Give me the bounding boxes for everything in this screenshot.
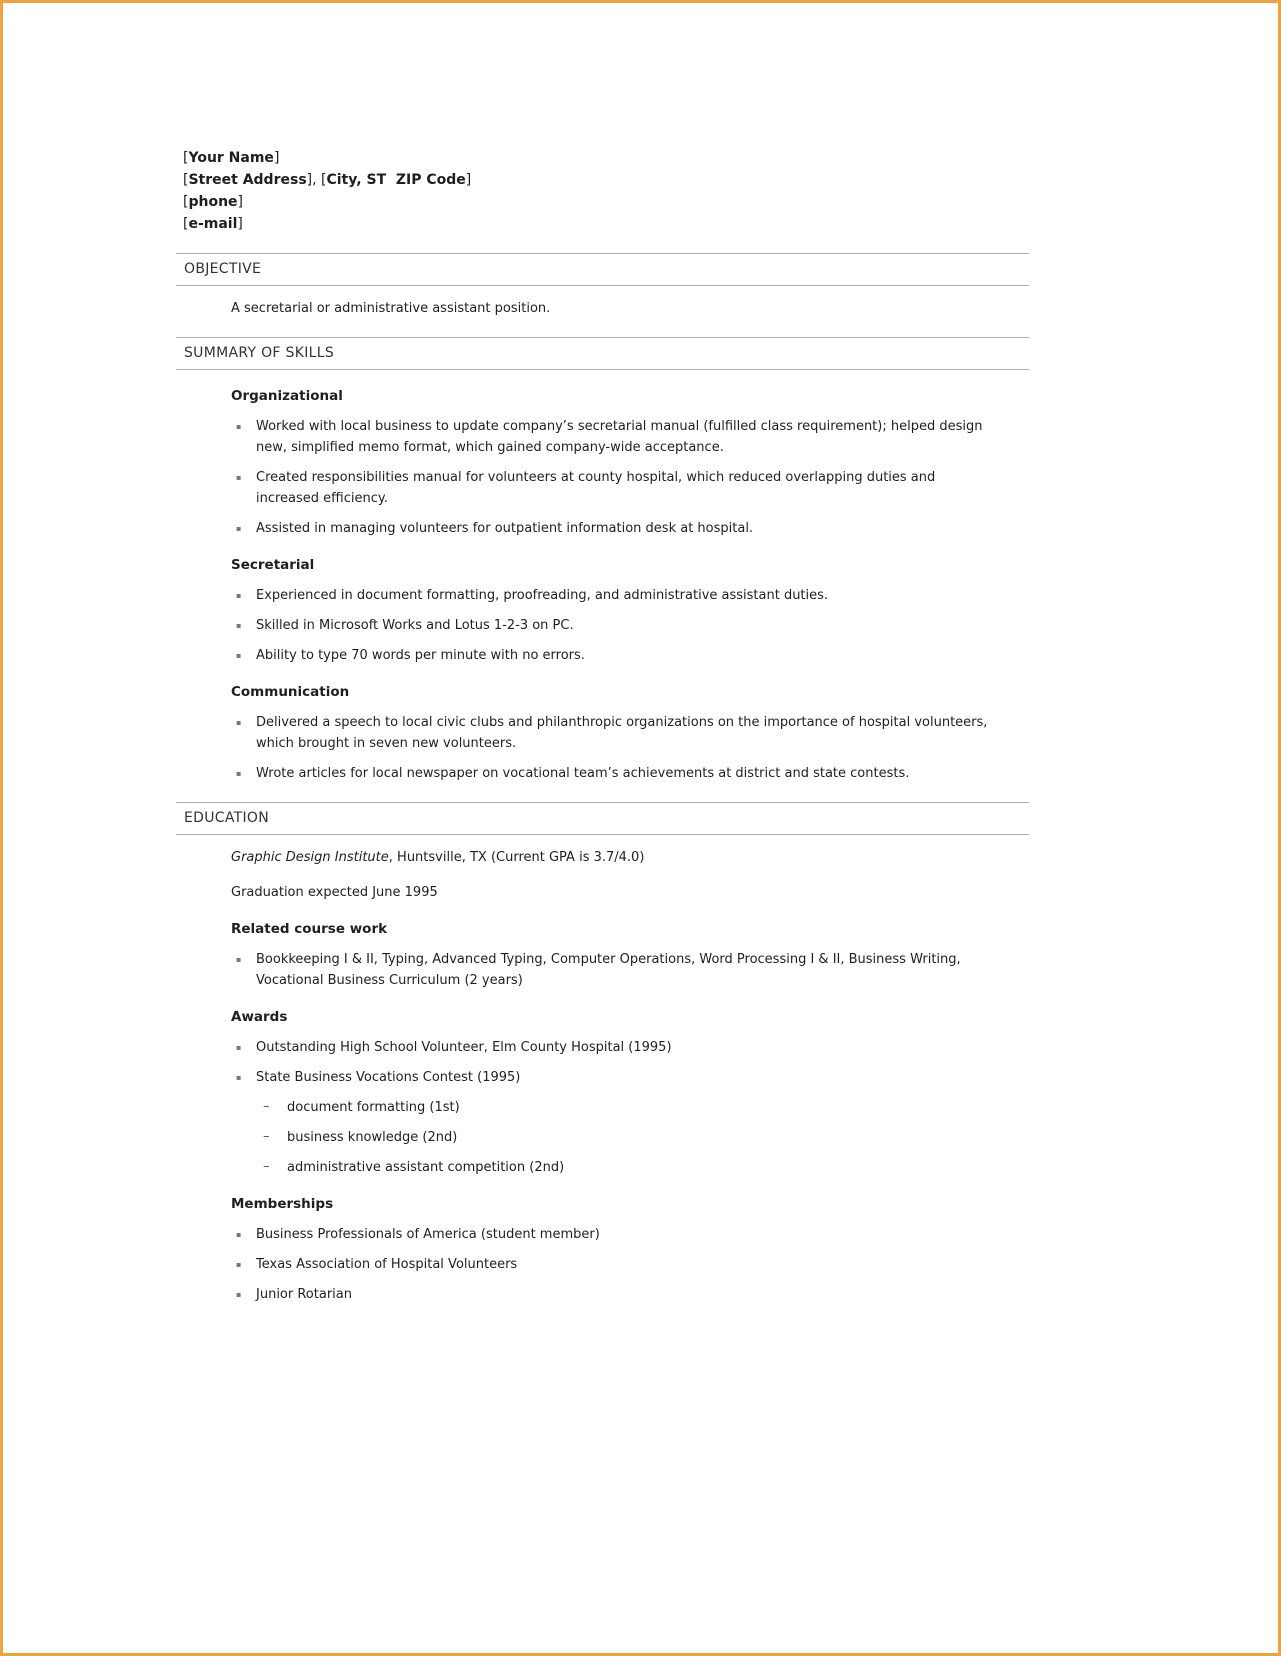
- list-item-text: Created responsibilities manual for volunteers at county hospital, which reduced overlapping duties and increased efficiency.: [256, 470, 936, 506]
- section-body: [176, 847, 1029, 1305]
- header-line-4: [183, 213, 1029, 235]
- subheading: Related course work: [231, 921, 388, 937]
- list-item-text: Junior Rotarian: [256, 1287, 352, 1302]
- header-bracket: [: [183, 194, 189, 210]
- subheading: Memberships: [231, 1196, 334, 1212]
- bullet-icon: ▪: [236, 1290, 242, 1299]
- list-item-text: Texas Association of Hospital Volunteers: [256, 1257, 518, 1272]
- header-bracket: ], [: [306, 172, 327, 188]
- header-bracket: ]: [273, 150, 280, 166]
- header-field: Street Address: [188, 172, 307, 188]
- section-objective: [176, 253, 1029, 319]
- list-item-text: Experienced in document formatting, proofreading, and administrative assistant duties.: [256, 588, 829, 603]
- paragraph: Graduation expected June 1995: [231, 885, 438, 900]
- dash-list-item: [261, 1157, 999, 1178]
- bullet-icon: ▪: [236, 651, 242, 660]
- header-field: City, ST ZIP Code: [326, 172, 466, 188]
- list-item-text: document formatting (1st): [287, 1100, 460, 1115]
- subheading: Secretarial: [231, 557, 315, 573]
- institution-name: Graphic Design Institute: [231, 850, 389, 865]
- bullet-icon: ▪: [236, 769, 242, 778]
- header-bracket: [: [183, 150, 189, 166]
- bullet-icon: ▪: [236, 1073, 242, 1082]
- list-item-text: Worked with local business to update company’s secretarial manual (fulfilled class requirement); helped design new, simplified memo format, which gained company-wide acceptance.: [256, 419, 983, 455]
- bullet-list-item: [231, 1224, 999, 1245]
- list-item-text: administrative assistant competition (2nd): [287, 1160, 565, 1175]
- section-heading: SUMMARY OF SKILLS: [176, 337, 1029, 370]
- bullet-icon: ▪: [236, 1260, 242, 1269]
- section-heading: OBJECTIVE: [176, 253, 1029, 286]
- header-line-2: [183, 169, 1029, 191]
- subheading: Organizational: [231, 388, 343, 404]
- bullet-list-item: [231, 1037, 999, 1058]
- dash-list-item: [261, 1127, 999, 1148]
- bullet-list-item: [231, 416, 999, 458]
- list-item-text: Assisted in managing volunteers for outpatient information desk at hospital.: [256, 521, 754, 536]
- bullet-list-item: [231, 615, 999, 636]
- bullet-icon: ▪: [236, 1043, 242, 1052]
- dash-icon: –: [263, 1099, 270, 1114]
- list-item-text: Bookkeeping I & II, Typing, Advanced Typing, Computer Operations, Word Processing I & II, Business Writing, Vocational Business Curriculum (2 years): [256, 952, 961, 988]
- header-bracket: ]: [237, 194, 244, 210]
- section-heading: EDUCATION: [176, 802, 1029, 835]
- bullet-icon: ▪: [236, 473, 242, 482]
- paragraph: [231, 847, 999, 868]
- bullet-list-item: [231, 1284, 999, 1305]
- bullet-icon: ▪: [236, 955, 242, 964]
- section-summary-of-skills: [176, 337, 1029, 784]
- list-item-text: business knowledge (2nd): [287, 1130, 458, 1145]
- header-field: phone: [188, 194, 238, 210]
- bullet-list-item: [231, 1067, 999, 1088]
- bullet-list-item: [231, 645, 999, 666]
- header-line-3: [183, 191, 1029, 213]
- bullet-list-item: [231, 712, 999, 754]
- list-item-text: State Business Vocations Contest (1995): [256, 1070, 521, 1085]
- bullet-icon: ▪: [236, 591, 242, 600]
- bullet-list-item: [231, 949, 999, 991]
- header-bracket: [: [183, 172, 189, 188]
- paragraph: A secretarial or administrative assistant position.: [231, 301, 551, 316]
- header-bracket: [: [183, 216, 189, 232]
- paragraph-text: , Huntsville, TX (Current GPA is 3.7/4.0): [388, 850, 645, 865]
- header-bracket: ]: [465, 172, 472, 188]
- section-body: [176, 386, 1029, 784]
- header-block: [183, 147, 1029, 235]
- sections: [176, 253, 1029, 1305]
- bullet-list-item: [231, 518, 999, 539]
- list-item-text: Ability to type 70 words per minute with no errors.: [256, 648, 585, 663]
- list-item-text: Skilled in Microsoft Works and Lotus 1-2-3 on PC.: [256, 618, 574, 633]
- bullet-icon: ▪: [236, 524, 242, 533]
- dash-icon: –: [263, 1159, 270, 1174]
- list-item-text: Business Professionals of America (student member): [256, 1227, 600, 1242]
- bullet-icon: ▪: [236, 1230, 242, 1239]
- bullet-icon: ▪: [236, 718, 242, 727]
- header-line-1: [183, 147, 1029, 169]
- dash-icon: –: [263, 1129, 270, 1144]
- bullet-icon: ▪: [236, 422, 242, 431]
- dash-list-item: [261, 1097, 999, 1118]
- subheading: Communication: [231, 684, 350, 700]
- bullet-list-item: [231, 467, 999, 509]
- section-body: [176, 298, 1029, 319]
- list-item-text: Delivered a speech to local civic clubs and philanthropic organizations on the importance of hospital volunteers, which brought in seven new volunteers.: [256, 715, 988, 751]
- list-item-text: Outstanding High School Volunteer, Elm County Hospital (1995): [256, 1040, 672, 1055]
- header-bracket: ]: [237, 216, 243, 232]
- resume-document: [176, 3, 1029, 1305]
- list-item-text: Wrote articles for local newspaper on vocational team’s achievements at district and state contests.: [256, 766, 910, 781]
- bullet-list-item: [231, 1254, 999, 1275]
- header-field: Your Name: [188, 150, 274, 166]
- section-education: [176, 802, 1029, 1305]
- bullet-list-item: [231, 585, 999, 606]
- bullet-icon: ▪: [236, 621, 242, 630]
- header-field: e-mail: [188, 216, 238, 232]
- subheading: Awards: [231, 1009, 288, 1025]
- bullet-list-item: [231, 763, 999, 784]
